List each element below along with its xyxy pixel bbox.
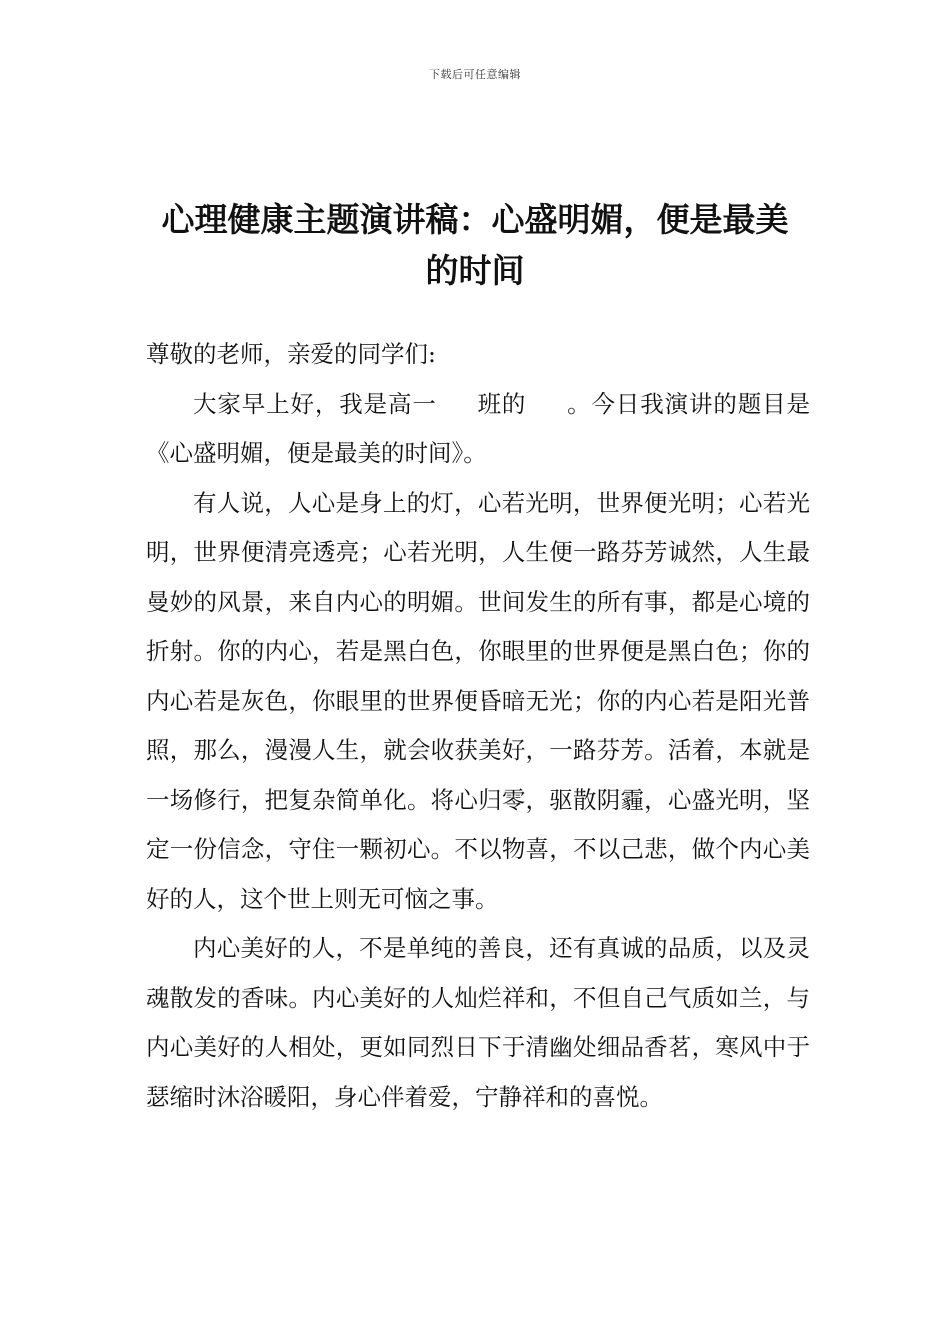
- intro-part-1: 大家早上好，我是高一: [193, 389, 437, 418]
- document-title: 心理健康主题演讲稿：心盛明媚，便是最美的时间: [161, 200, 789, 291]
- body-paragraph-1: 有人说，人心是身上的灯，心若光明，世界便光明；心若光明，世界便清亮透亮；心若光明，人生便一路芬芳诚然，人生最曼妙的风景，来自内心的明媚。世间发生的所有事，都是心境的折射。你的内心，若是黑白色，你眼里的世界便是黑白色；你的内心若是灰色，你眼里的世界便昏暗无光；你的内心若是阳光普照，那么，漫漫人生，就会收获美好，一路芬芳。活着，本就是一场修行，把复杂简单化。将心归零，驱散阴霾，心盛光明，坚定一份信念，守住一颗初心。不以物喜，不以己悲，做个内心美好的人，这个世上则无可恼之事。: [146, 488, 810, 913]
- intro-paragraph: [146, 380, 810, 479]
- header-note: 下载后可任意编辑: [429, 68, 521, 81]
- intro-part-2: 班的: [476, 389, 527, 418]
- intro-part-3: 。今日我演讲的题目是《心盛明媚，便是最美的时间》。: [146, 389, 810, 467]
- document-body: [146, 330, 810, 1122]
- body-paragraph-2: 内心美好的人，不是单纯的善良，还有真诚的品质，以及灵魂散发的香味。内心美好的人灿烂祥和，不但自己气质如兰，与内心美好的人相处，更如同烈日下于清幽处细品香茗，寒风中于瑟缩时沐浴暖阳，身心伴着爱，宁静祥和的喜悦。: [146, 934, 810, 1111]
- greeting: 尊敬的老师，亲爱的同学们:: [146, 340, 436, 368]
